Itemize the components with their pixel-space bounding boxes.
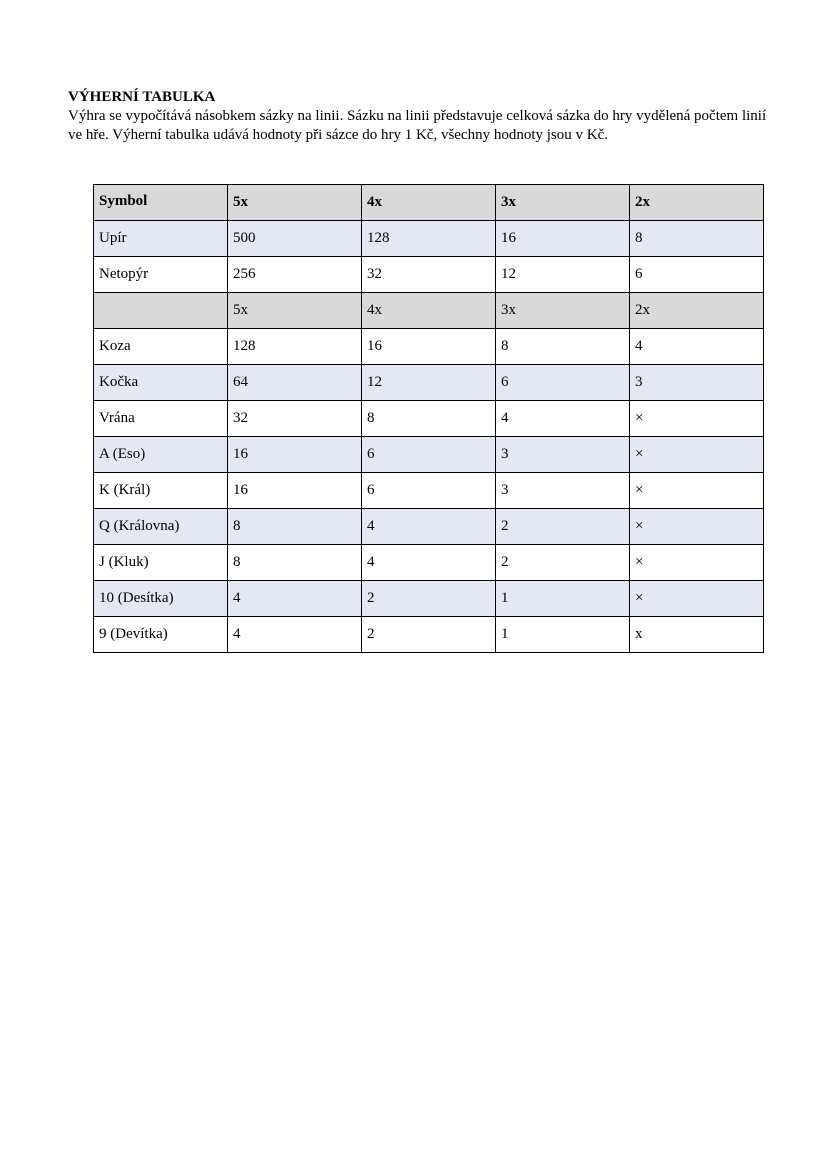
subheader-cell-4x: 4x [362, 293, 496, 329]
value-cell-4x: 8 [362, 401, 496, 437]
value-cell-5x: 4 [228, 581, 362, 617]
symbol-cell: J (Kluk) [94, 545, 228, 581]
value-cell-2x: × [630, 581, 764, 617]
value-cell-4x: 32 [362, 257, 496, 293]
value-cell-5x: 500 [228, 221, 362, 257]
value-cell-3x: 1 [496, 581, 630, 617]
value-cell-2x: x [630, 617, 764, 653]
paytable [93, 184, 764, 653]
symbol-cell: A (Eso) [94, 437, 228, 473]
value-cell-2x: × [630, 437, 764, 473]
value-cell-5x: 16 [228, 473, 362, 509]
value-cell-3x: 6 [496, 365, 630, 401]
value-cell-2x: 4 [630, 329, 764, 365]
value-cell-5x: 32 [228, 401, 362, 437]
header-cell-2x: 2x [630, 185, 764, 221]
symbol-cell: Netopýr [94, 257, 228, 293]
table-row [94, 617, 764, 653]
table-row [94, 401, 764, 437]
table-row [94, 329, 764, 365]
table-subheader-row [94, 293, 764, 329]
table-row [94, 545, 764, 581]
intro-section [68, 88, 768, 145]
value-cell-4x: 2 [362, 581, 496, 617]
value-cell-2x: 6 [630, 257, 764, 293]
subheader-cell-empty [94, 293, 228, 329]
value-cell-4x: 128 [362, 221, 496, 257]
value-cell-3x: 1 [496, 617, 630, 653]
value-cell-5x: 8 [228, 545, 362, 581]
value-cell-4x: 16 [362, 329, 496, 365]
value-cell-2x: × [630, 401, 764, 437]
symbol-cell: K (Král) [94, 473, 228, 509]
value-cell-2x: × [630, 509, 764, 545]
value-cell-3x: 12 [496, 257, 630, 293]
symbol-cell: Koza [94, 329, 228, 365]
header-cell-symbol: Symbol [94, 185, 228, 221]
symbol-cell: Q (Královna) [94, 509, 228, 545]
value-cell-3x: 8 [496, 329, 630, 365]
value-cell-5x: 4 [228, 617, 362, 653]
header-cell-5x: 5x [228, 185, 362, 221]
value-cell-5x: 256 [228, 257, 362, 293]
value-cell-3x: 4 [496, 401, 630, 437]
value-cell-4x: 4 [362, 545, 496, 581]
value-cell-3x: 3 [496, 437, 630, 473]
value-cell-5x: 8 [228, 509, 362, 545]
value-cell-3x: 16 [496, 221, 630, 257]
value-cell-4x: 2 [362, 617, 496, 653]
header-cell-3x: 3x [496, 185, 630, 221]
table-row [94, 509, 764, 545]
table-row [94, 473, 764, 509]
value-cell-4x: 4 [362, 509, 496, 545]
subheader-cell-2x: 2x [630, 293, 764, 329]
value-cell-5x: 16 [228, 437, 362, 473]
table-row [94, 437, 764, 473]
intro-paragraph: Výhra se vypočítává násobkem sázky na linii. Sázku na linii představuje celková sázka do hry vydělená počtem linií ve hře. Výherní tabulka udává hodnoty při sázce do hry 1 Kč, všechny hodnoty jsou v Kč. [68, 108, 767, 143]
symbol-cell: 10 (Desítka) [94, 581, 228, 617]
value-cell-3x: 2 [496, 545, 630, 581]
value-cell-5x: 128 [228, 329, 362, 365]
header-cell-4x: 4x [362, 185, 496, 221]
value-cell-2x: 3 [630, 365, 764, 401]
value-cell-3x: 3 [496, 473, 630, 509]
value-cell-4x: 6 [362, 473, 496, 509]
table-row [94, 581, 764, 617]
subheader-cell-3x: 3x [496, 293, 630, 329]
value-cell-5x: 64 [228, 365, 362, 401]
table-row [94, 257, 764, 293]
table-row [94, 221, 764, 257]
table-header-row [94, 185, 764, 221]
value-cell-3x: 2 [496, 509, 630, 545]
table-row [94, 365, 764, 401]
symbol-cell: Kočka [94, 365, 228, 401]
value-cell-2x: × [630, 473, 764, 509]
symbol-cell: Upír [94, 221, 228, 257]
subheader-cell-5x: 5x [228, 293, 362, 329]
value-cell-4x: 6 [362, 437, 496, 473]
page-title: VÝHERNÍ TABULKA [68, 89, 216, 105]
value-cell-2x: 8 [630, 221, 764, 257]
value-cell-4x: 12 [362, 365, 496, 401]
symbol-cell: Vrána [94, 401, 228, 437]
symbol-cell: 9 (Devítka) [94, 617, 228, 653]
value-cell-2x: × [630, 545, 764, 581]
